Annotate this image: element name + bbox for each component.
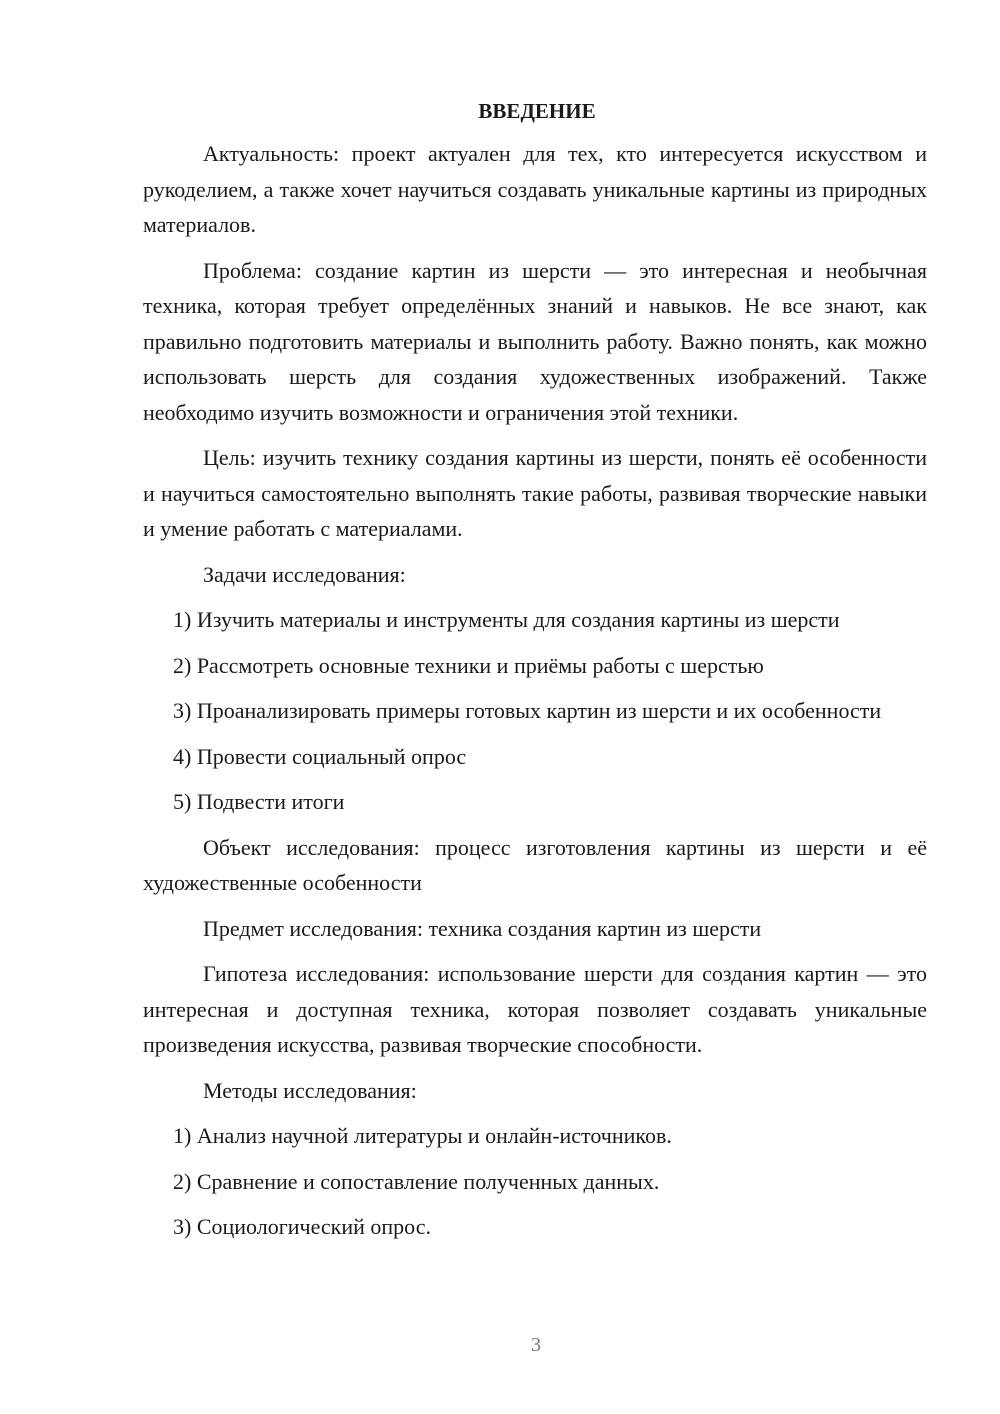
hypothesis-paragraph: Гипотеза исследования: использование шерсти для создания картин — это интересная и доступная техника, которая позволяет создавать уникальные произведения искусства, развивая творческие способности. (143, 961, 927, 1057)
relevance-paragraph: Актуальность: проект актуален для тех, кто интересуется искусством и рукоделием, а также хочет научиться создавать уникальные картины из природных материалов. (143, 141, 927, 237)
method-item: 3) Социологический опрос. (173, 1214, 431, 1239)
method-item: 1) Анализ научной литературы и онлайн-источников. (173, 1123, 672, 1148)
task-item: 3) Проанализировать примеры готовых картин из шерсти и их особенности (173, 698, 882, 723)
task-item: 2) Рассмотреть основные техники и приёмы работы с шерстью (173, 652, 764, 678)
problem-paragraph: Проблема: создание картин из шерсти — это интересная и необычная техника, которая требует определённых знаний и навыков. Не все знают, как правильно подготовить материалы и выполнить работу. Важно понять, как можно использовать шерсть для создания художественных изображений. Также необходимо изучить возможности и ограничения этой техники. (143, 257, 927, 425)
goal-paragraph: Цель: изучить технику создания картины из шерсти, понять её особенности и научиться самостоятельно выполнять такие работы, развивая творческие навыки и умение работать с материалами. (143, 445, 927, 541)
task-item: 4) Провести социальный опрос (173, 743, 467, 769)
method-item: 2) Сравнение и сопоставление полученных данных. (173, 1168, 660, 1194)
tasks-heading: Задачи исследования: (203, 561, 406, 587)
subject-paragraph: Предмет исследования: техника создания картин из шерсти (203, 915, 762, 941)
object-paragraph: Объект исследования: процесс изготовления картины из шерсти и её художественные особенности (143, 834, 927, 895)
task-item: 5) Подвести итоги (173, 789, 345, 814)
methods-heading: Методы исследования: (203, 1077, 417, 1103)
task-item: 1) Изучить материалы и инструменты для создания картины из шерсти (173, 607, 840, 632)
page-number: 3 (531, 1334, 541, 1356)
document-page (143, 96, 927, 1255)
section-title: ВВЕДЕНИЕ (478, 99, 596, 123)
